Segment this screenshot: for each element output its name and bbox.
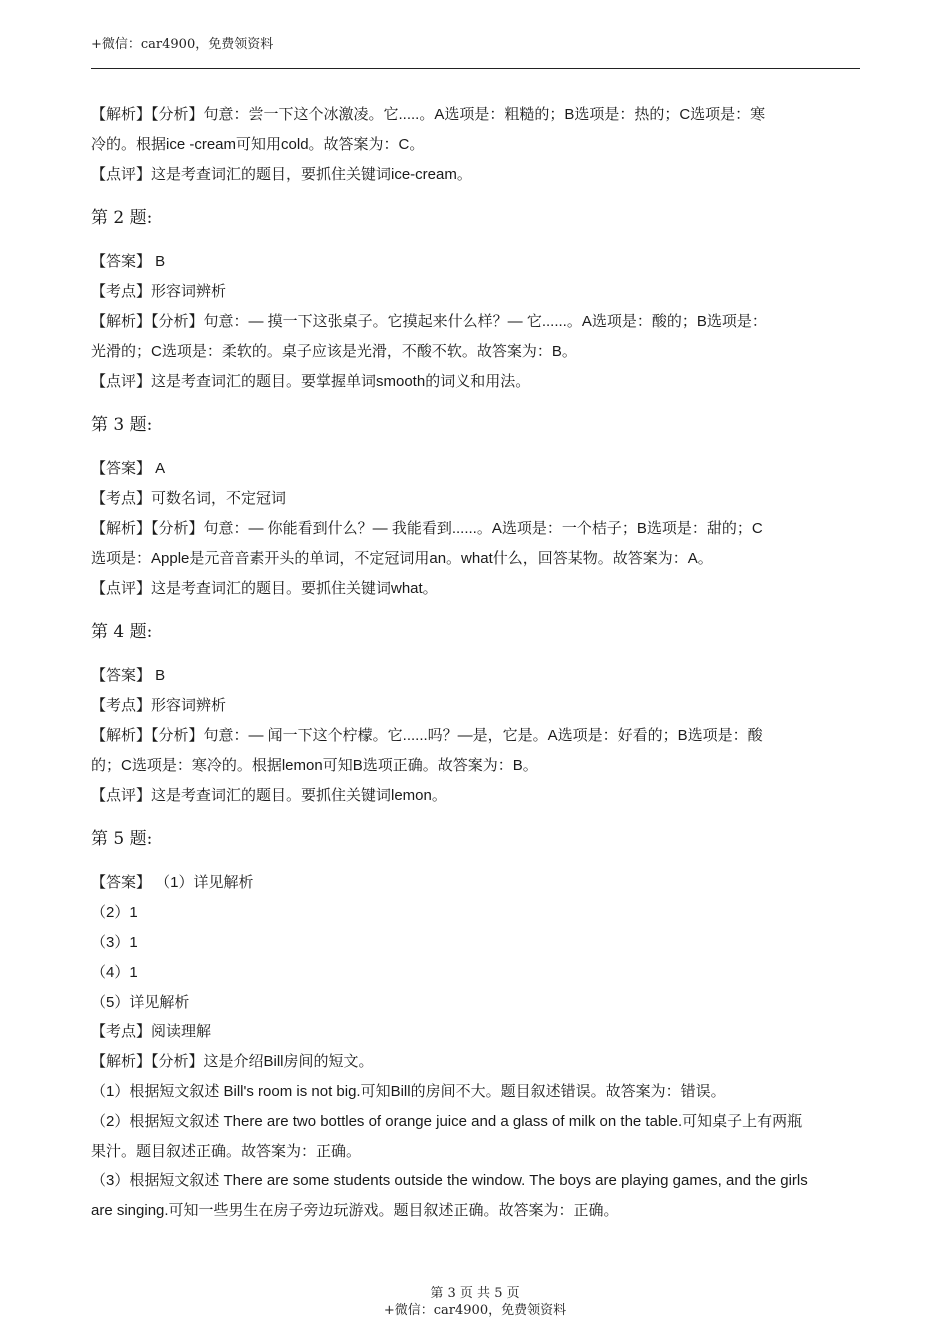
page-number: 第 3 页 共 5 页: [430, 1286, 520, 1301]
text-line: （2）1: [91, 904, 138, 922]
question-heading: 第 3 题:: [91, 415, 153, 436]
text-line: 【答案】 B: [91, 667, 166, 685]
question-heading: 第 5 题:: [91, 829, 153, 850]
text-line: 【解析】【分析】句意：尝一下这个冰激凌。它.....。A选项是：粗糙的；B选项是：热的；C选项是：寒: [91, 106, 766, 123]
text-line: 【考点】形容词辨析: [91, 697, 227, 715]
text-line: 【解析】【分析】句意：— 你能看到什么？— 我能看到......。A选项是：一个桔子；B选项是：甜的；C: [91, 519, 763, 537]
text-line: （2）根据短文叙述 There are two bottles of orange juice and a glass of milk on the table.可知桌子上有两瓶: [91, 1112, 803, 1130]
text-line: 选项是：Apple是元音音素开头的单词，不定冠词用an。what什么，回答某物。故答案为：A。: [91, 549, 713, 567]
text-line: 【点评】这是考查词汇的题目。要抓住关键词what。: [91, 579, 438, 597]
text-line: （3）1: [91, 933, 138, 951]
text-line: 【解析】【分析】这是介绍Bill房间的短文。: [91, 1053, 374, 1071]
question-heading: 第 2 题:: [91, 208, 153, 229]
text-line: 光滑的；C选项是：柔软的。桌子应该是光滑，不酸不软。故答案为：B。: [91, 342, 577, 360]
text-line: 【考点】可数名词，不定冠词: [91, 490, 287, 508]
text-line: 【答案】 A: [91, 460, 166, 478]
text-line: （1）根据短文叙述 Bill's room is not big.可知Bill的房间不大。题目叙述错误。故答案为：错误。: [91, 1082, 726, 1100]
text-line: are singing.可知一些男生在房子旁边玩游戏。题目叙述正确。故答案为：正确。: [91, 1202, 619, 1220]
question-heading: 第 4 题:: [91, 622, 153, 643]
text-line: 【解析】【分析】句意：— 闻一下这个柠檬。它......吗？—是，它是。A选项是：好看的；B选项是：酸: [91, 726, 763, 744]
text-line: 【答案】 （1）详见解析: [91, 874, 254, 892]
text-line: 【答案】 B: [91, 253, 166, 271]
page-header-promo: +微信：car4900，免费领资料: [91, 37, 274, 52]
text-line: 【点评】这是考查词汇的题目。要掌握单词smooth的词义和用法。: [91, 372, 531, 390]
text-line: （3）根据短文叙述 There are some students outside the window. The boys are playing games, and the girls: [91, 1172, 808, 1190]
text-line: 【点评】这是考查词汇的题目。要抓住关键词lemon。: [91, 786, 447, 804]
text-line: 的；C选项是：寒冷的。根据lemon可知B选项正确。故答案为：B。: [91, 756, 538, 774]
document-body: [91, 100, 861, 1226]
text-line: 【考点】形容词辨析: [91, 283, 227, 301]
text-line: 冷的。根据ice -cream可知用cold。故答案为：C。: [91, 135, 425, 153]
text-line: 【解析】【分析】句意：— 摸一下这张桌子。它摸起来什么样？— 它......。A选项是：酸的；B选项是：: [91, 312, 767, 330]
text-line: （4）1: [91, 963, 138, 981]
header-divider: [91, 68, 860, 69]
text-line: 【考点】阅读理解: [91, 1023, 212, 1041]
text-line: 果汁。题目叙述正确。故答案为：正确。: [91, 1142, 362, 1160]
text-line: 【点评】这是考查词汇的题目，要抓住关键词ice-cream。: [91, 165, 472, 183]
text-line: （5）详见解析: [91, 993, 190, 1011]
page-footer-promo: +微信：car4900，免费领资料: [383, 1303, 567, 1318]
